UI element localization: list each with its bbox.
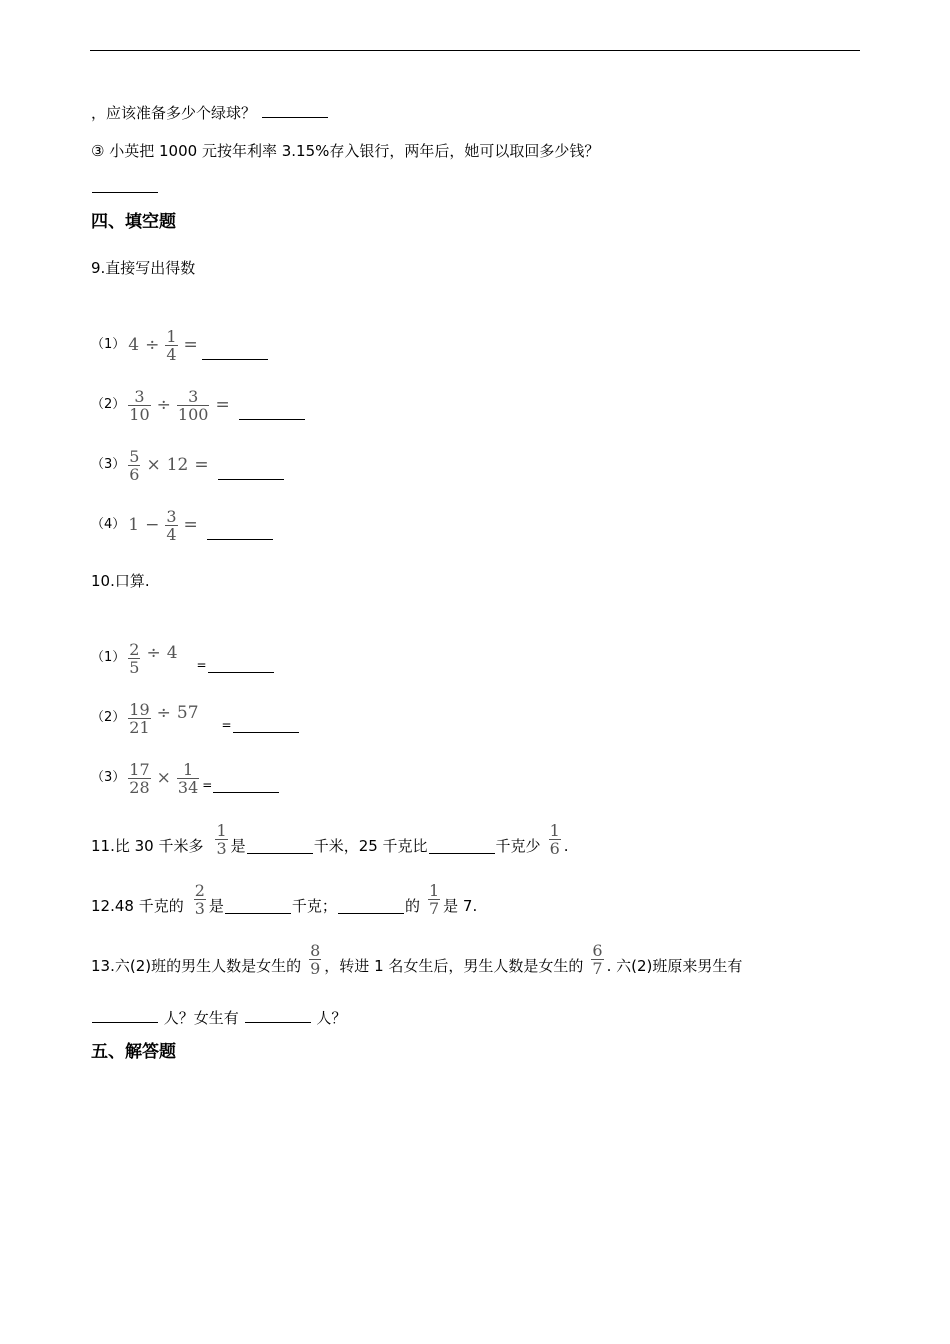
math-operator: × [156, 768, 171, 788]
q12-text: 12.48 千克的 [91, 897, 184, 915]
fraction-denominator: 9 [310, 958, 321, 978]
item-label: （3） [91, 457, 126, 472]
q12-text: 是 7. [443, 897, 478, 915]
answer-blank[interactable] [92, 178, 158, 193]
math-operator: ÷ [146, 643, 161, 663]
answer-blank[interactable] [245, 1008, 311, 1023]
q11-text: 千克少 [495, 837, 541, 855]
answer-blank[interactable] [225, 899, 291, 914]
equals-sign: = [196, 658, 207, 672]
fraction-denominator: 6 [129, 464, 140, 484]
fraction-denominator: 10 [129, 404, 150, 424]
q13-text: 人？ [316, 1009, 347, 1027]
header-rule [90, 50, 860, 51]
fragment-question-text: 小英把 1000 元按年利率 3.15%存入银行，两年后，她可以取回多少钱？ [109, 142, 600, 160]
fraction-numerator: 8 [310, 940, 321, 960]
item-label: （3） [91, 770, 126, 785]
q13-line-2 [91, 1008, 346, 1028]
answer-blank[interactable] [338, 899, 404, 914]
item-label: （4） [91, 517, 126, 532]
math-operand: 4 [166, 643, 178, 663]
fraction [128, 641, 140, 676]
fraction-numerator: 1 [216, 820, 227, 840]
q11-text: . [563, 837, 569, 855]
fraction-denominator: 7 [428, 898, 440, 918]
item-label: （2） [91, 397, 126, 412]
q12 [91, 878, 477, 920]
fraction [128, 701, 150, 736]
fraction-denominator: 3 [194, 898, 205, 918]
q13-text: ，转进 1 名女生后，男生人数是女生的 [324, 957, 584, 975]
q12-text: 是 [208, 897, 224, 915]
fragment-line-2 [91, 141, 599, 161]
q10-item-1 [91, 638, 275, 678]
answer-blank[interactable] [429, 839, 495, 854]
q10-item-2 [91, 698, 300, 738]
section-4-title: 四、填空题 [91, 212, 176, 232]
equals-sign: = [221, 718, 232, 732]
q9-item-3 [91, 445, 285, 485]
answer-blank[interactable] [208, 658, 274, 673]
q13-text: 人？女生有 [163, 1009, 239, 1027]
fraction-numerator: 1 [549, 820, 560, 840]
fraction [549, 822, 561, 857]
math-operand: 57 [176, 703, 199, 723]
fraction-denominator: 4 [166, 344, 177, 364]
fraction [165, 328, 177, 363]
fraction-denominator: 4 [166, 524, 177, 544]
math-operator: × [146, 455, 161, 475]
fraction-numerator: 3 [166, 506, 177, 526]
q10-stem: 10.口算. [91, 572, 150, 590]
answer-blank[interactable] [262, 103, 328, 118]
fraction [128, 388, 150, 423]
answer-blank[interactable] [247, 839, 313, 854]
item-label: （1） [91, 337, 126, 352]
fraction [128, 761, 150, 796]
fraction-numerator: 1 [166, 326, 177, 346]
fraction [128, 448, 140, 483]
fraction-denominator: 34 [177, 777, 199, 797]
q11-text: 是 [230, 837, 246, 855]
equals-sign: = [183, 335, 198, 355]
q12-text: 的 [404, 897, 420, 915]
section-5-title: 五、解答题 [91, 1042, 176, 1062]
q13-text: 13.六(2)班的男生人数是女生的 [91, 957, 302, 975]
fraction-denominator: 7 [592, 958, 603, 978]
answer-blank[interactable] [218, 465, 284, 480]
q11-text: 11.比 30 千米多 [91, 837, 204, 855]
item-label: （1） [91, 650, 126, 665]
equals-sign: = [202, 778, 213, 792]
item-label: （2） [91, 710, 126, 725]
q10-item-3 [91, 758, 280, 798]
math-operand: 1 [128, 515, 140, 535]
fraction [309, 942, 321, 977]
q9-item-1 [91, 325, 269, 365]
fraction-denominator: 28 [129, 777, 150, 797]
q12-text: 千克； [291, 897, 337, 915]
fraction [177, 761, 199, 796]
math-operand: 12 [166, 455, 189, 475]
fraction-denominator: 21 [129, 717, 150, 737]
fraction-denominator: 100 [177, 404, 209, 424]
q9-stem: 9.直接写出得数 [91, 259, 196, 277]
q11 [91, 818, 569, 860]
fraction [591, 942, 603, 977]
math-operator: − [145, 515, 160, 535]
fraction-numerator: 17 [129, 759, 150, 779]
math-operator: ÷ [156, 395, 171, 415]
answer-blank[interactable] [207, 525, 273, 540]
fraction-numerator: 19 [129, 699, 150, 719]
fraction [194, 882, 206, 917]
fragment-line-3 [91, 178, 159, 198]
answer-blank[interactable] [202, 345, 268, 360]
equals-sign: = [183, 515, 198, 535]
q9-item-2 [91, 385, 306, 425]
q11-text: 千米，25 千克比 [313, 837, 428, 855]
answer-blank[interactable] [239, 405, 305, 420]
equals-sign: = [215, 395, 230, 415]
math-operator: ÷ [145, 335, 160, 355]
fraction-numerator: 3 [134, 386, 145, 406]
fragment-text: ，应该准备多少个绿球？ [91, 104, 257, 122]
fraction [165, 508, 177, 543]
fraction [428, 882, 440, 917]
math-operand: 4 [128, 335, 140, 355]
q9-item-4 [91, 505, 274, 545]
fraction-numerator: 3 [188, 386, 199, 406]
fraction-denominator: 6 [549, 838, 560, 858]
fraction [177, 388, 210, 423]
fraction [215, 822, 227, 857]
fraction-numerator: 1 [428, 880, 440, 900]
math-operator: ÷ [156, 703, 171, 723]
answer-blank[interactable] [233, 718, 299, 733]
fraction-numerator: 1 [182, 759, 194, 779]
answer-blank[interactable] [92, 1008, 158, 1023]
fraction-numerator: 2 [129, 639, 140, 659]
fraction-denominator: 3 [216, 838, 227, 858]
fragment-line-1 [91, 103, 329, 123]
circled-number: ③ [91, 142, 105, 160]
equals-sign: = [194, 455, 209, 475]
q13 [91, 938, 742, 980]
q13-text: . 六(2)班原来男生有 [606, 957, 743, 975]
fraction-numerator: 6 [592, 940, 603, 960]
fraction-numerator: 5 [129, 446, 140, 466]
fraction-numerator: 2 [194, 880, 205, 900]
answer-blank[interactable] [213, 778, 279, 793]
fraction-denominator: 5 [129, 657, 140, 677]
